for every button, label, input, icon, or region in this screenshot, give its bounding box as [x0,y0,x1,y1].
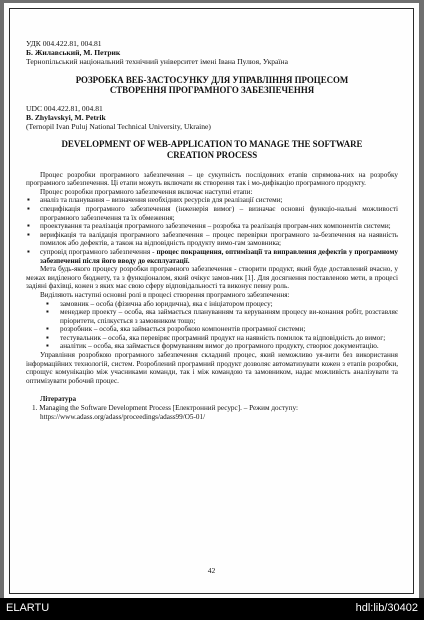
document-page [4,3,419,598]
roles-list [26,300,398,352]
stage-item: ▪ аналіз та планування – визначення необхідних ресурсів для реалізації системи; [26,196,398,205]
affiliation-en: (Ternopil Ivan Puluj National Technical University, Ukraine) [26,122,211,132]
role-item: ▪ аналітик – особа, яка займається формуванням вимог до програмного продукту, створює документацію. [26,342,398,351]
role-item: ▪ тестувальник – особа, яка перевіряє програмний продукт на наявність помилок та відповідність до вимог; [26,334,398,343]
repository-footer-bar [0,598,424,620]
stage-item-support [26,248,398,265]
paragraph-conclusion: Управління розробкою програмного забезпечення складний процес, який неможливо уя-вити без використання інформаційних технологій, систем. Розроблений програмний продукт дозволяє автоматизувати кожен з етапів розробки, спрощує комунікацію між учасниками команди, так і між командою та замовником, надає можливість аналізувати та оптимізувати робочий процес. [26,351,398,385]
title-ua-line2: СТВОРЕННЯ ПРОГРАМНОГО ЗАБЕЗПЕЧЕННЯ [109,85,315,96]
page-content [26,39,398,421]
authors-ua: Б. Жилавський, М. Петрик [26,48,121,58]
authors-en: B. Zhylavskyi, M. Petrik [26,113,106,122]
stage-support-bold-text: процес покращення, оптимізації та виправлення дефектів у програмному забезпеченні після його вводу до експлуатації. [40,247,398,265]
title-en-line1: DEVELOPMENT OF WEB-APPLICATION TO MANAGE THE SOFTWARE [61,139,363,150]
role-item: ▪ замовник – особа (фізична або юридична), яка є ініціатором процесу; [26,300,398,309]
stage-item: ▪ верифікація та валідація програмного забезпечення – процес перевірки програмного за-безпечення на наявність помилок або дефектів, а також на відповідність продукту вимо-гам замовника; [26,231,398,248]
stage-item: ▪ проектування та реалізація програмного забезпечення – розробка та реалізація програм-них компонентів системи; [26,222,398,231]
paragraph-stages-intro: Процес розробки програмного забезпечення включає наступні етапи: [40,187,253,196]
role-item: ▪ розробник – особа, яка займається розробкою компонентів програмної системи; [26,325,398,334]
affiliation-ua: Тернопільський національний технічний університет імені Івана Пулюя, Україна [26,57,288,67]
handle-identifier[interactable]: hdl:lib/30402 [355,602,418,614]
paragraph-intro: Процес розробки програмного забезпечення – це сукупність послідовних етапів спрямова-них на розробку програмного забезпечення. Ці етапи можуть включати як створення так і мо-дифікацію програмного продукту. [26,170,398,188]
page-number: 42 [207,566,216,575]
reference-item: 1. Managing the Software Development Process [Електронний ресурс]. – Режим доступу: https://www.adass.org/adass/proceedings/adass99/O5-01/ [32,404,298,421]
stages-list [26,196,398,265]
references-heading: Література [40,395,77,404]
stage-support-text: супровід програмного забезпечення - [40,247,157,256]
paragraph-roles-intro: Виділяють наступні основні ролі в процесі створення програмного забезпечення: [40,290,290,299]
title-ua-line1: РОЗРОБКА ВЕБ-ЗАСТОСУНКУ ДЛЯ УПРАВЛІННЯ ПРОЦЕСОМ [75,74,349,85]
udc-ua: УДК 004.422.81, 004.81 [26,39,102,48]
stage-item: ▪ специфікація програмного забезпечення (інженерія вимог) – визначає основні функціо-нальні можливості програмного забезпечення та їх обмеження; [26,205,398,222]
udc-en: UDC 004.422.81, 004.81 [26,103,103,113]
repository-name[interactable]: ELARTU [6,602,50,614]
role-item: ▪ менеджер проекту – особа, яка займається плануванням та керуванням процесу ви-конання робіт, розставляє пріоритети, спілкується з замовником тощо; [26,308,398,325]
title-en-line2: CREATION PROCESS [166,150,258,160]
paragraph-goal: Мета будь-якого процесу розробки програмного забезпечення - створити продукт, який буде доставлений вчасно, у межах виділеного бюджету, та з функціоналом, який очікує замов-ник [1]. Для досягнення поставленою мети, в процесі задіяні фахівці, кожен з яких має свою сферу відповідальності та виконує певну роль. [26,265,398,291]
